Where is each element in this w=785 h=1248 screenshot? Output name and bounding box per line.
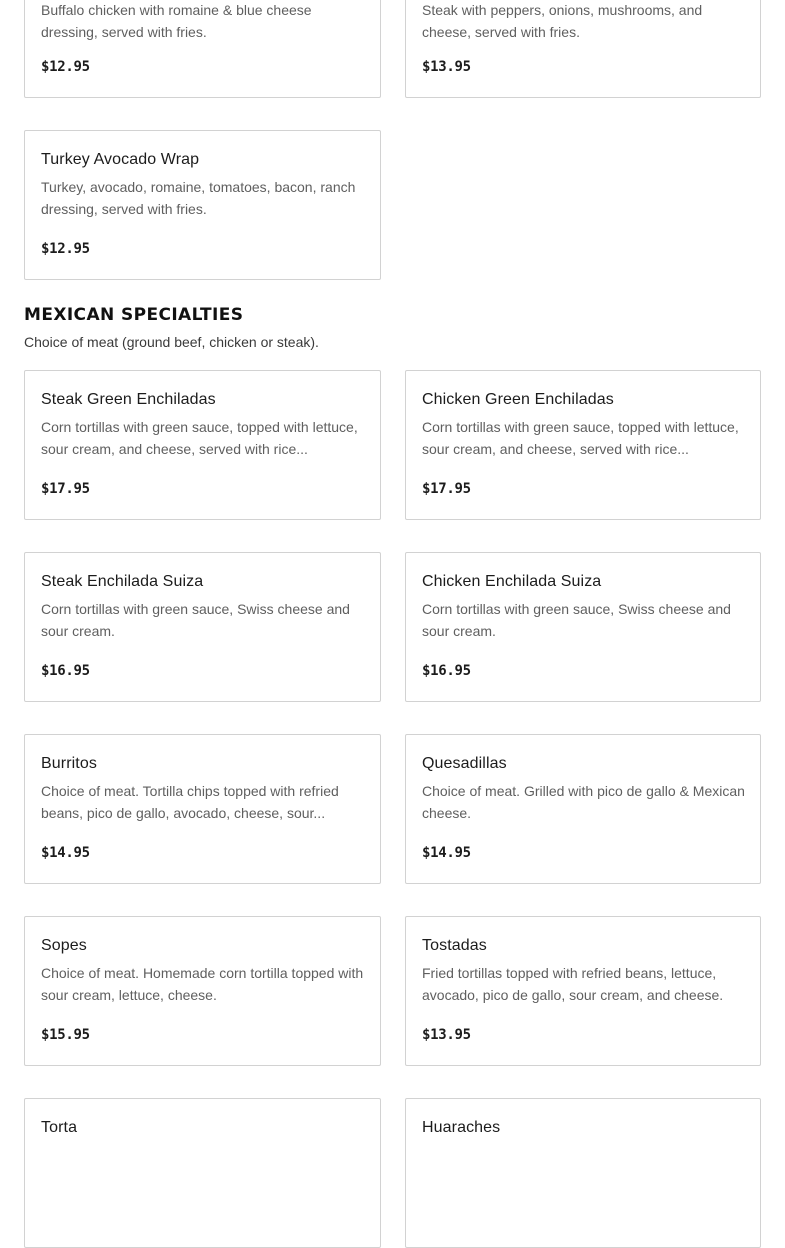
item-price: $15.95 [41, 1027, 90, 1043]
item-price: $12.95 [41, 59, 90, 75]
item-description: Turkey, avocado, romaine, tomatoes, bacon, ranch dressing, served with fries. [41, 179, 356, 217]
menu-item-card[interactable] [24, 552, 381, 702]
item-name: Turkey Avocado Wrap [41, 151, 200, 168]
section-description: Choice of meat (ground beef, chicken or steak). [24, 334, 319, 350]
item-description: Choice of meat. Homemade corn tortilla topped with sour cream, lettuce, cheese. [41, 965, 364, 1003]
item-price: $17.95 [41, 481, 90, 497]
menu-item-card[interactable] [405, 734, 761, 884]
item-price: $16.95 [422, 663, 471, 679]
menu-item-card[interactable] [24, 1098, 381, 1248]
menu-item-card[interactable] [24, 130, 381, 280]
item-description: Fried tortillas topped with refried beans, lettuce, avocado, pico de gallo, sour cream, and cheese. [422, 965, 724, 1003]
item-price: $12.95 [41, 241, 90, 257]
item-name: Huaraches [422, 1119, 501, 1136]
item-price: $14.95 [41, 845, 90, 861]
item-name: Steak Green Enchiladas [41, 391, 216, 408]
item-description: Corn tortillas with green sauce, topped with lettuce, sour cream, and cheese, served with rice... [422, 419, 739, 457]
menu-item-card[interactable] [24, 916, 381, 1066]
menu-item-card[interactable] [405, 370, 761, 520]
item-price: $13.95 [422, 1027, 471, 1043]
item-name: Steak Enchilada Suiza [41, 573, 204, 590]
section-title: MEXICAN SPECIALTIES [24, 305, 244, 325]
item-description: Choice of meat. Tortilla chips topped with refried beans, pico de gallo, avocado, cheese, sour... [41, 783, 339, 821]
menu-item-card[interactable] [24, 0, 381, 98]
item-description: Corn tortillas with green sauce, topped with lettuce, sour cream, and cheese, served with rice... [41, 419, 358, 457]
menu-item-card[interactable] [24, 370, 381, 520]
item-name: Chicken Enchilada Suiza [422, 573, 602, 590]
item-price: $14.95 [422, 845, 471, 861]
item-description: Choice of meat. Grilled with pico de gallo & Mexican cheese. [422, 783, 745, 821]
menu-item-card[interactable] [405, 0, 761, 98]
item-price: $17.95 [422, 481, 471, 497]
item-name: Torta [41, 1119, 78, 1136]
menu-item-card[interactable] [24, 734, 381, 884]
item-name: Sopes [41, 937, 87, 954]
item-price: $13.95 [422, 59, 471, 75]
item-description: Corn tortillas with green sauce, Swiss cheese and sour cream. [41, 601, 350, 639]
item-name: Tostadas [422, 937, 487, 954]
item-name: Burritos [41, 755, 97, 772]
item-price: $16.95 [41, 663, 90, 679]
menu-item-card[interactable] [405, 1098, 761, 1248]
menu-item-card[interactable] [405, 552, 761, 702]
item-name: Chicken Green Enchiladas [422, 391, 614, 408]
item-name: Quesadillas [422, 755, 507, 772]
item-description: Corn tortillas with green sauce, Swiss cheese and sour cream. [422, 601, 731, 639]
item-description: Buffalo chicken with romaine & blue cheese dressing, served with fries. [41, 2, 312, 40]
menu-item-card[interactable] [405, 916, 761, 1066]
item-description: Steak with peppers, onions, mushrooms, and cheese, served with fries. [422, 2, 703, 40]
